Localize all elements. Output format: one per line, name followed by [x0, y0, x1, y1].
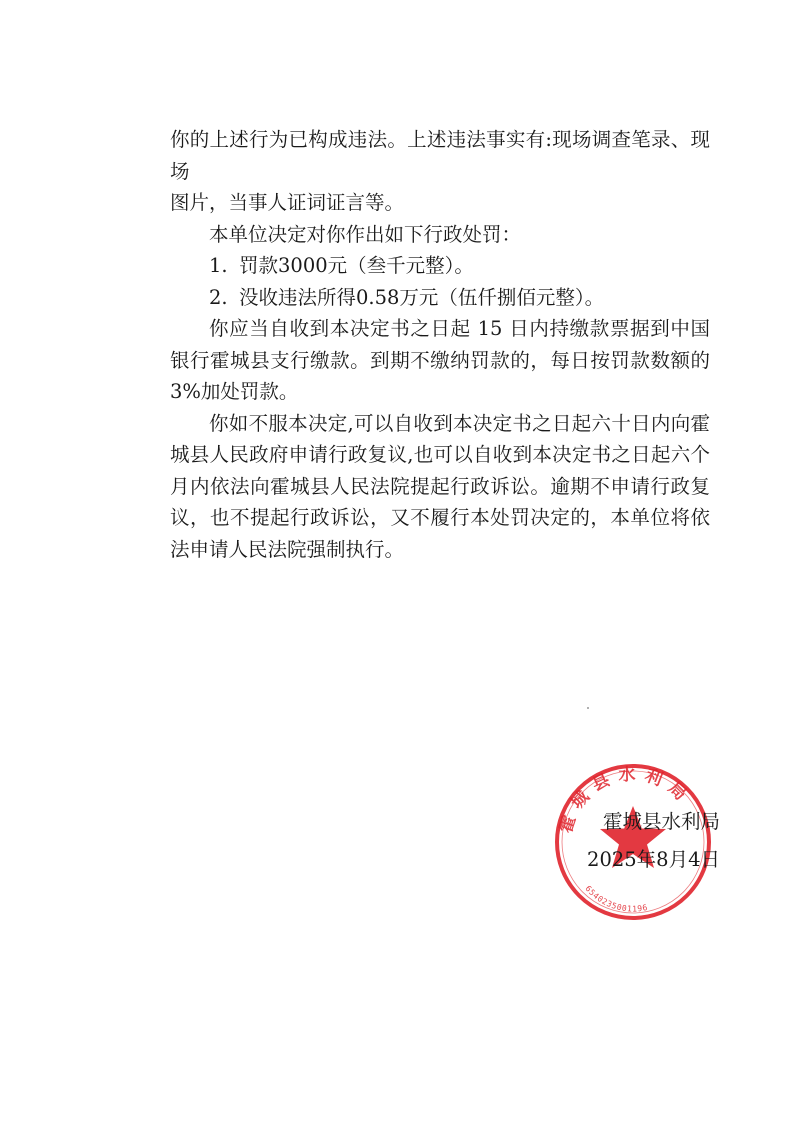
- facts-line-1: 你的上述行为已构成违法。上述违法事实有:现场调查笔录、现场: [170, 128, 710, 183]
- penalty-item-1: [170, 250, 710, 282]
- issuing-organization: 霍城县水利局: [602, 810, 720, 833]
- seal-code-text: 6540235001196: [583, 884, 649, 914]
- penalty-number-1: 1.: [209, 254, 228, 277]
- document-body: [170, 124, 710, 565]
- issue-date: 2025年8月4日: [587, 847, 720, 871]
- facts-line-2: 图片，当事人证词证言等。: [170, 191, 405, 214]
- penalty-text-2: 没收违法所得0.58万元（伍仟捌佰元整）。: [239, 285, 605, 309]
- scan-speck: [587, 707, 589, 709]
- penalty-number-2: 2.: [209, 285, 228, 309]
- penalty-item-2: [170, 282, 710, 314]
- appeal-paragraph: 你如不服本决定,可以自收到本决定书之日起六十日内向霍城县人民政府申请行政复议,也可以自收到本决定书之日起六个月内依法向霍城县人民法院提起行政诉讼。逾期不申请行政复议，也不提起行政诉讼，又不履行本处罚决定的，本单位将依法申请人民法院强制执行。: [170, 411, 710, 561]
- payment-paragraph: 你应当自收到本决定书之日起 15 日内持缴款票据到中国银行霍城县支行缴款。到期不缴纳罚款的，每日按罚款数额的 3%加处罚款。: [170, 317, 710, 403]
- decision-intro: 本单位决定对你作出如下行政处罚：: [209, 222, 522, 246]
- penalty-text-1: 罚款3000元（叁千元整）。: [239, 254, 474, 277]
- signature-block: [580, 806, 720, 875]
- seal-arc-text: 霍城县水利局: [556, 764, 696, 836]
